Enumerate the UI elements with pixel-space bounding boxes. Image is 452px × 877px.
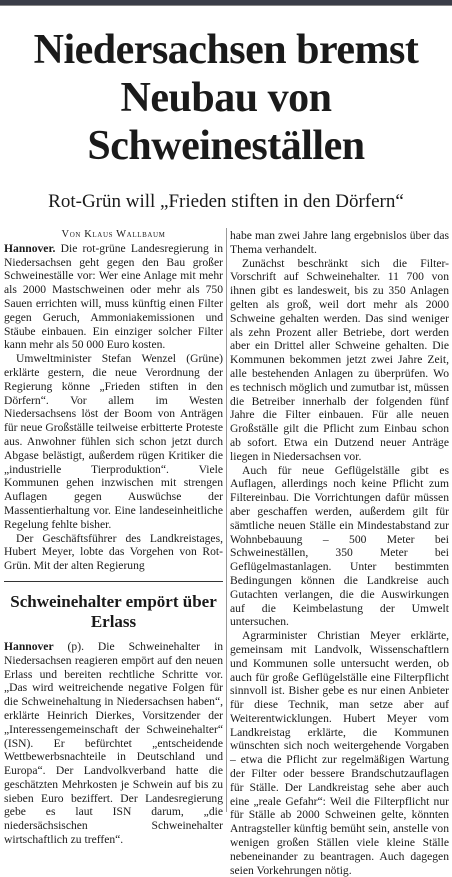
article1-paragraph-3: Der Geschäftsführer des Landkreistages, Hubert Meyer, lobte das Vorgehen von Rot-Grün. Mit der alten Regierung xyxy=(4,531,223,573)
article2-paragraph-1 xyxy=(4,640,223,847)
article2-dateline: Hannover xyxy=(4,639,54,653)
article1-paragraph-5: Auch für neue Geflügelställe gibt es Auflagen, allerdings noch keine Pflicht zum Filtereinbau. Die Vorrichtungen dafür müssen aber geschaffen werden, außerdem gilt für sämtliche neuen Ställe ein Mindestabstand zur Wohnbebauung – 500 Meter bei Schweineställen, 350 Meter bei Geflügelmastanlagen. Unter bestimmten Bedingungen können die Landkreise auch Gutachten verlangen, die die Auswirkungen auf die Keimbelastung der Umwelt untersuchen. xyxy=(230,463,449,629)
column-divider xyxy=(226,228,227,812)
article1-paragraph-1 xyxy=(4,242,223,352)
column-left xyxy=(4,228,223,847)
article1-dateline: Hannover. xyxy=(4,241,56,255)
top-photo-strip xyxy=(0,0,452,6)
column-right xyxy=(230,229,449,877)
byline xyxy=(4,228,223,242)
article1-p1-text: Die rot-grüne Landesregierung in Niedersachsen geht gegen den Bau großer Schweineställe vor: Wer eine Anlage mit mehr als 2000 Mastschweinen oder mehr als 750 Sauen errichten will, muss künftig einen Filter gegen Geruch, Ammoniakemissionen und Stäube einbauen. Ein einziger solcher Filter kann mehr als 50 000 Euro kosten. xyxy=(4,241,223,352)
article2-headline: Schweinehalter empört über Erlass xyxy=(10,591,217,631)
article1-paragraph-4: Zunächst beschränkt sich die Filter-Vorschrift auf Schweinehalter. 11 700 von ihnen gibt es landesweit, bis zu 350 Anlagen gelten als groß, weil dort mehr als 2000 Schweine gehalten werden. Das sind weniger als zehn Prozent aller Betriebe, dort werden aber ein Drittel aller Schweine gehalten. Die Kommunen bekommen jetzt zwei Jahre Zeit, alle bestehenden Anlagen zu überprüfen. Wo es technisch möglich und zumutbar ist, müssen die Betreiber innerhalb der folgenden fünf Jahre die Filter einbauen. Für alle neuen Großställe gilt die Pflicht zum Einbau schon ab sofort. Etwa ein Dutzend neuer Anträge liegen in Niedersachsen vor. xyxy=(230,256,449,463)
article1-continuation: habe man zwei Jahre lang ergebnislos über das Thema verhandelt. xyxy=(230,229,449,256)
article1-paragraph-2: Umweltminister Stefan Wenzel (Grüne) erklärte gestern, die neue Verordnung der Regierung könne „Frieden stiften in den Dörfern“. Vor allem im Westen Niedersachsens löst der Boom von Anträgen für neue Großställe teilweise erbitterte Proteste aus. Anwohner fühlen sich schon jetzt durch Abgase belästigt, außerdem rügen Kritiker die „industrielle Tierproduktion“. Viele Kommunen gehen inzwischen mit strengen Auflagen gegen Auswüchse der Massentierhaltung vor. Eine landeseinheitliche Regelung fehlte bisher. xyxy=(4,352,223,531)
headline: Niedersachsen bremst Neubau von Schweineställen xyxy=(33,27,419,169)
article2-p1-text: (p). Die Schweinehalter in Niedersachsen reagieren empört auf den neuen Erlass und bereiten rechtliche Schritte vor. „Das wird weitreichende negative Folgen für die Schweinehaltung in Niedersachsen haben“, erklärte Heinrich Dierkes, Vorsitzender der „Interessengemeinschaft der Schweinehalter“ (ISN). Er befürchtet „entscheidende Wettbewerbsnachteile in Deutschland und Europa“. Der Landvolkverband hatte die geschätzten Mehrkosten je Schwein auf bis zu sieben Euro beziffert. Der Landesregierung gebe es laut ISN darum, „die niedersächsischen Schweinehalter wirtschaftlich zu treffen“. xyxy=(4,639,223,847)
box-rule xyxy=(4,581,223,582)
subheadline: Rot-Grün will „Frieden stiften in den Dörfern“ xyxy=(48,191,404,212)
article1-paragraph-6: Agrarminister Christian Meyer erklärte, gemeinsam mit Landvolk, Wissenschaftlern und Kommunen solle untersucht werden, ob auch für große Geflügelställe eine Filterpflicht sinnvoll ist. Bisher gebe es nur einen Anbieter für diese Technik, man setze aber auf Weiterentwicklungen. Hubert Meyer vom Landkreistag erklärte, die Kommunen wünschten sich noch weitergehende Vorgaben – etwa die Pflicht zur regelmäßigen Wartung der Filter oder bessere Brandschutzauflagen für Ställe. Der Landkreistag sehe aber auch eine „reale Gefahr“: Weil die Filterpflicht nur für Ställe ab 2000 Schweinen gelte, könnten Antragsteller künftig bemüht sein, anstelle von wenigen großen Ställen viele kleine Ställe nebeneinander zu beantragen. Auch dagegen seien Vorkehrungen nötig. xyxy=(230,629,449,877)
byline-prefix: Von xyxy=(61,229,85,240)
byline-author: Klaus Wallbaum xyxy=(84,229,166,240)
